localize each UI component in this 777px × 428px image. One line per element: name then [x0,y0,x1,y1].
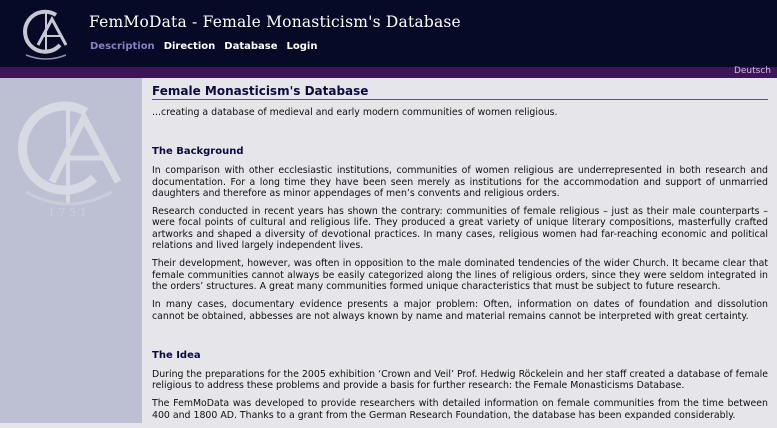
section-heading-background: The Background [152,146,244,158]
background-paragraph: Their development, however, was often in opposition to the male dominated tendencies of the wider Church. It became clear that female communities cannot always be easily categorized along the lines of religious orders, since they were seldom integrated in the orders’ structures. A great many communities formed unique characteristics that must be subject to future research. [152,258,768,292]
page-tagline: ...creating a database of medieval and early modern communities of women religious. [152,107,558,118]
page-title: Female Monasticism's Database [152,84,768,100]
language-switch-link[interactable]: Deutsch [733,66,771,76]
background-paragraph: In comparison with other ecclesiastic institutions, communities of women religious are underrepresented in both research and documentation. For a long time they have been seen merely as institutions for the accommodation and support of unmarried daughters and therefore as minor appendages of men’s convents and religious orders. [152,165,768,199]
idea-paragraph: During the preparations for the 2005 exhibition ‘Crown and Veil’ Prof. Hedwig Röckelein and her staff created a database of female religious to address these problems and provide a basis for further research: the Female Monasticisms Database. [152,368,768,392]
section-heading-idea: The Idea [152,349,201,361]
idea-paragraph: The FemMoData was developed to provide researchers with detailed information on female communities from the time between 400 and 1800 AD. Thanks to a grant from the German Research Foundation, the database has been expanded considerably. [152,398,768,421]
academy-emblem-icon [8,92,134,218]
main-nav [90,41,317,52]
site-title: FemMoData - Female Monasticism's Database [89,13,461,31]
background-paragraph: In many cases, documentary evidence presents a major problem: Often, information on dates of foundation and dissolution cannot be obtained, abbesses are not always known by name and material remains cannot be interpreted with great certainty. [152,299,768,322]
academy-logo-icon[interactable] [16,5,76,61]
site-header [0,0,777,67]
nav-database[interactable]: Database [224,41,278,52]
svg-text:1 7 5 1: 1 7 5 1 [48,206,87,218]
sidebar [0,78,142,423]
nav-description[interactable]: Description [90,41,155,52]
background-paragraph: Research conducted in recent years has shown the contrary: communities of female religious – just as their male counterparts – were focal points of cultural and religious life. They produced a great variety of unique literary compositions, masterfully crafted artworks and shaped a diversity of devotional practices. In many cases, religious women had far-reaching economic and political relations and lived largely independent lives. [152,206,768,252]
language-bar [0,67,777,78]
main-content [142,78,777,423]
nav-login[interactable]: Login [286,41,318,52]
nav-direction[interactable]: Direction [163,41,216,52]
article [152,84,768,428]
